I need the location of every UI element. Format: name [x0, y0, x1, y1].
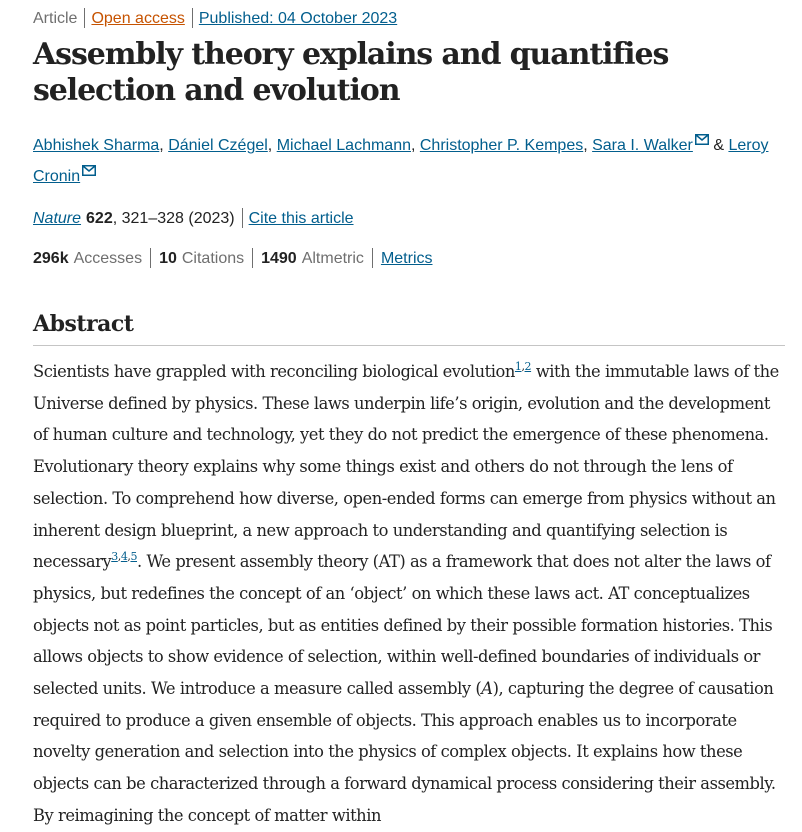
reference-link[interactable]: 3 [111, 549, 118, 563]
section-divider [33, 345, 785, 346]
author-list [33, 130, 773, 192]
reference-link[interactable]: 2 [524, 359, 532, 373]
accesses-count: 296k [33, 250, 69, 268]
abstract-segment: ), capturing the degree of causation required to produce a given ensemble of objects. This approach enables us to incorporate novelty generation and selection into the physics of complex objects. It explains how these objects can be characterized through a forward dynamical process considering their assembly. By reimagining the concept of matter within [33, 679, 776, 825]
reference-group [111, 550, 137, 563]
divider [150, 248, 151, 268]
accesses-label: Accesses [73, 250, 143, 268]
author-separator: , [583, 137, 593, 154]
journal-link[interactable]: Nature [33, 210, 82, 228]
author-link[interactable]: Michael Lachmann [276, 137, 411, 154]
abstract-segment: . We present assembly theory (AT) as a framework that does not alter the laws of physics, but redefines the concept of an ‘object’ on which these laws act. AT conceptualizes objects not as point particles, but as entities defined by their possible formation histories. This allows objects to show evidence of selection, within well-defined boundaries of individuals or selected units. We introduce a measure called assembly ( [33, 552, 773, 699]
article-metrics [33, 249, 433, 269]
author-link[interactable]: Christopher P. Kempes [419, 137, 584, 154]
cite-article-link[interactable]: Cite this article [248, 210, 354, 228]
author-separator: , [410, 137, 420, 154]
citations-label: Citations [181, 250, 245, 268]
mail-icon[interactable] [82, 156, 96, 167]
page-range: , 321–328 (2023) [112, 210, 235, 228]
citation-line [33, 209, 354, 229]
published-date-link[interactable]: Published: 04 October 2023 [198, 10, 398, 28]
author-separator: , [159, 137, 169, 154]
divider [372, 248, 373, 268]
altmetric-label: Altmetric [301, 250, 364, 268]
assembly-symbol: A [481, 679, 493, 699]
reference-separator: , [521, 359, 525, 373]
citations-count: 10 [159, 250, 177, 268]
divider [192, 8, 193, 28]
altmetric-score: 1490 [261, 250, 297, 268]
open-access-link[interactable]: Open access [91, 10, 185, 28]
author-separator: , [267, 137, 277, 154]
abstract-heading: Abstract [33, 311, 134, 337]
volume-number: 622 [86, 210, 113, 228]
article-meta [33, 9, 397, 29]
reference-separator: , [127, 549, 131, 563]
author-link[interactable]: Dániel Czégel [168, 137, 268, 154]
reference-separator: , [117, 549, 121, 563]
abstract-text [33, 356, 785, 832]
divider [242, 208, 243, 228]
author-link[interactable]: Abhishek Sharma [33, 137, 160, 154]
author-link[interactable]: Leroy Cronin [33, 137, 769, 185]
divider [252, 248, 253, 268]
article-type: Article [33, 10, 78, 28]
author-link[interactable]: Sara I. Walker [592, 137, 693, 154]
divider [84, 8, 85, 28]
mail-icon[interactable] [695, 125, 709, 136]
metrics-link[interactable]: Metrics [380, 250, 433, 268]
reference-link[interactable]: 4 [120, 549, 128, 563]
author-separator: & [708, 137, 729, 154]
reference-link[interactable]: 1 [514, 359, 522, 373]
article-title: Assembly theory explains and quantifies selection and evolution [33, 37, 669, 108]
reference-link[interactable]: 5 [130, 549, 138, 563]
abstract-segment: with the immutable laws of the Universe defined by physics. These laws underpin life’s origin, evolution and the development of human culture and technology, yet they do not predict the emergence of these phenomena. Evolutionary theory explains why some things exist and others do not through the lens of selection. To comprehend how diverse, open-ended forms can emerge from physics without an inherent design blueprint, a new approach to understanding and quantifying selection is necessary [33, 362, 779, 572]
abstract-segment: Scientists have grappled with reconciling biological evolution [33, 362, 515, 381]
reference-group [515, 360, 531, 373]
